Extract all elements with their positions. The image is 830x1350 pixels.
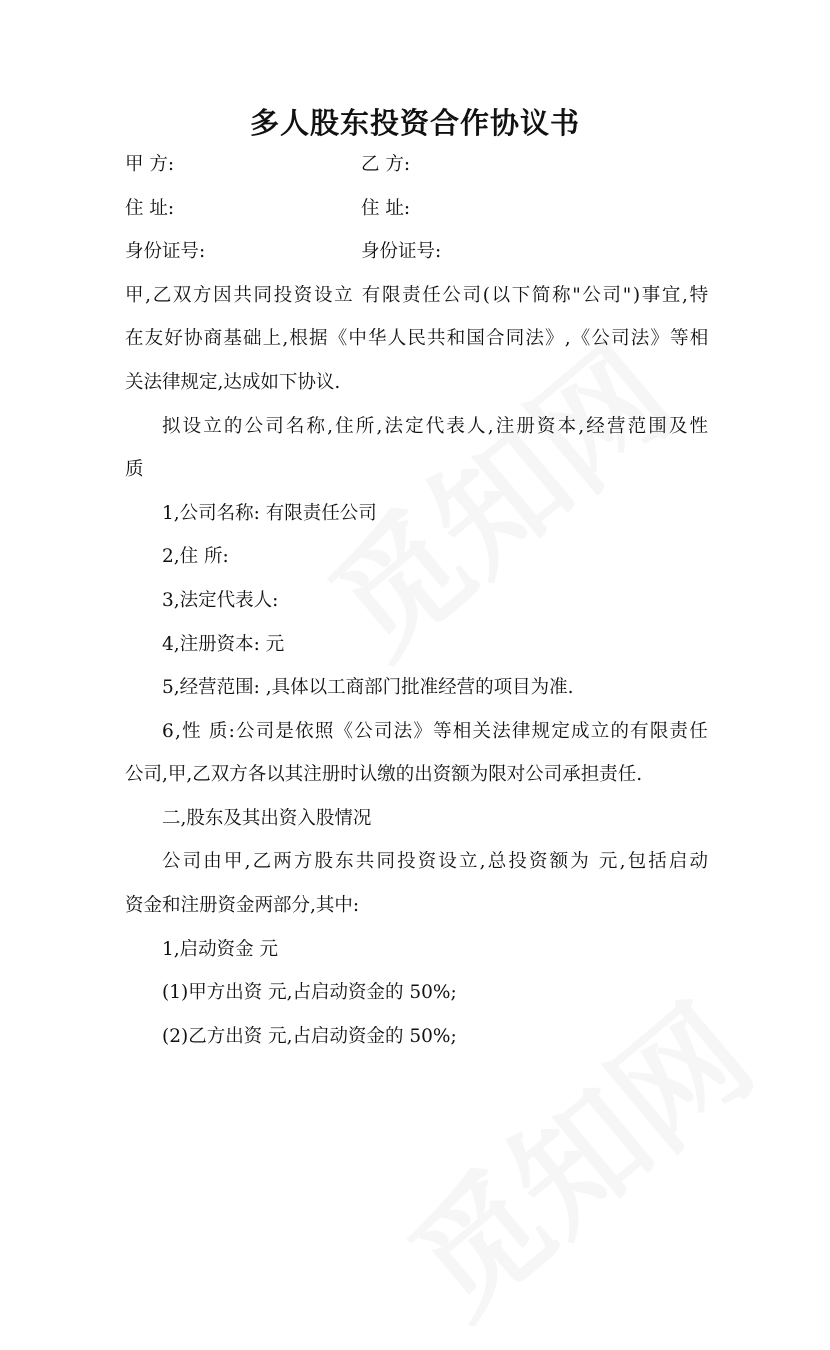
paragraph-line: 公司由甲,乙两方股东共同投资设立,总投资额为 元,包括启动 bbox=[162, 851, 711, 872]
id-b-label: 身份证号: bbox=[361, 241, 442, 262]
address-b-label: 住 址: bbox=[361, 198, 411, 219]
intro-line: 甲,乙双方因共同投资设立 有限责任公司(以下简称"公司")事宜,特 bbox=[125, 285, 710, 306]
list-item: 3,法定代表人: bbox=[162, 590, 279, 611]
list-item: (1)甲方出资 元,占启动资金的 50%; bbox=[162, 982, 457, 1003]
list-item: 2,住 所: bbox=[162, 546, 229, 567]
party-a-label: 甲 方: bbox=[125, 154, 175, 175]
paragraph-line: 资金和注册资金两部分,其中: bbox=[125, 895, 360, 916]
address-a-label: 住 址: bbox=[125, 198, 175, 219]
id-a-label: 身份证号: bbox=[125, 241, 206, 262]
list-item: (2)乙方出资 元,占启动资金的 50%; bbox=[162, 1026, 457, 1047]
intro-line: 在友好协商基础上,根据《中华人民共和国合同法》,《公司法》等相 bbox=[125, 328, 710, 349]
intro-line: 关法律规定,达成如下协议. bbox=[125, 372, 341, 393]
section-heading: 质 bbox=[125, 459, 144, 480]
party-b-label: 乙 方: bbox=[361, 154, 411, 175]
watermark bbox=[286, 297, 705, 691]
section-heading: 拟设立的公司名称,住所,法定代表人,注册资本,经营范围及性 bbox=[162, 416, 711, 437]
list-item: 公司,甲,乙双方各以其注册时认缴的出资额为限对公司承担责任. bbox=[125, 764, 643, 785]
list-item: 4,注册资本: 元 bbox=[162, 634, 285, 655]
list-item: 1,启动资金 元 bbox=[162, 939, 279, 960]
document-title: 多人股东投资合作协议书 bbox=[249, 106, 580, 140]
list-item: 1,公司名称: 有限责任公司 bbox=[162, 503, 377, 524]
watermark bbox=[366, 957, 785, 1350]
list-item: 5,经营范围: ,具体以工商部门批准经营的项目为准. bbox=[162, 677, 574, 698]
section-heading: 二,股东及其出资入股情况 bbox=[162, 808, 372, 829]
list-item: 6,性 质:公司是依照《公司法》等相关法律规定成立的有限责任 bbox=[162, 721, 709, 742]
